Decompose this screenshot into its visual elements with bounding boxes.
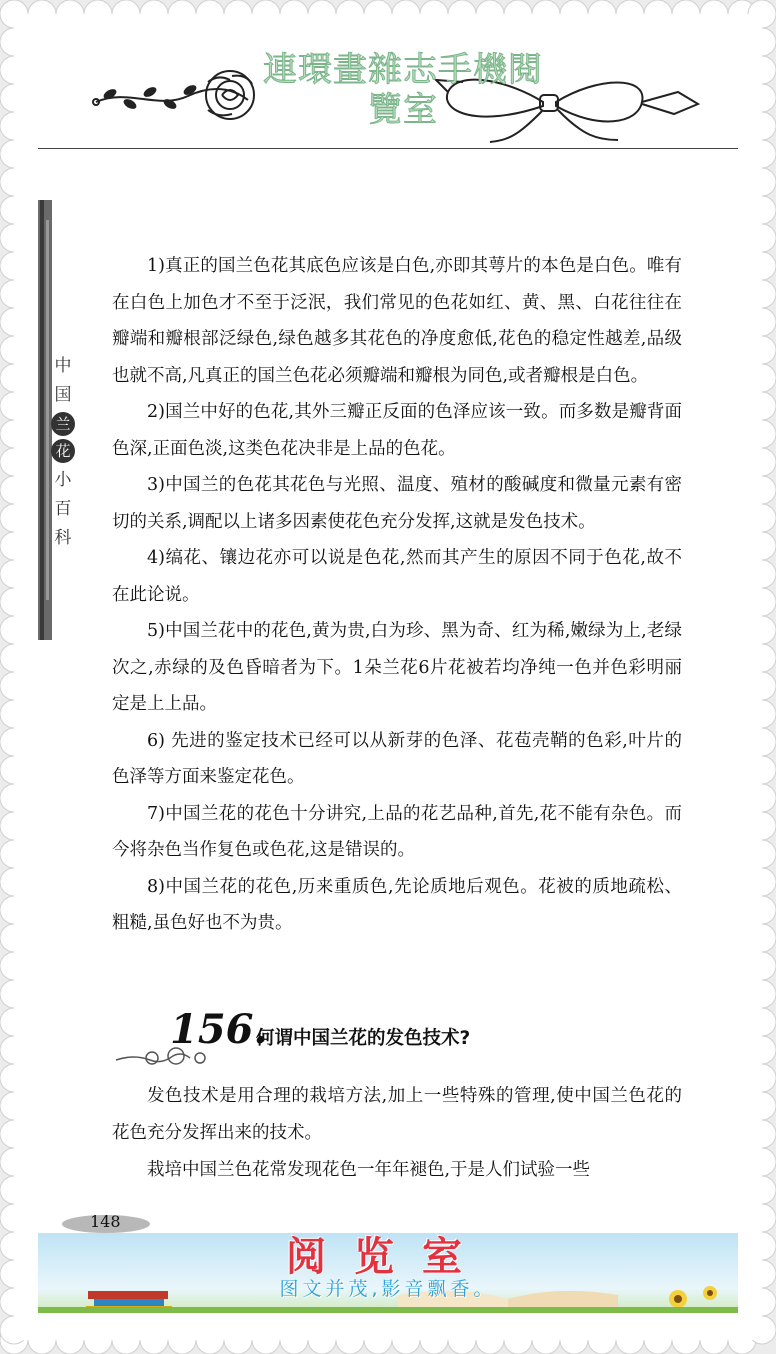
side-char: 小 xyxy=(54,470,72,490)
section-number: 156. xyxy=(170,1006,268,1053)
side-char: 中 xyxy=(54,356,72,376)
reading-room-banner xyxy=(38,1233,738,1313)
paragraph: 4)缟花、镶边花亦可以说是色花,然而其产生的原因不同于色花,故不在此论说。 xyxy=(112,548,682,605)
paragraph: 发色技术是用合理的栽培方法,加上一些特殊的管理,使中国兰色花的花色充分发挥出来的技术。 xyxy=(112,1086,682,1143)
side-char-highlight: 兰 xyxy=(51,412,75,436)
side-char: 国 xyxy=(54,385,72,405)
header-title: 連環畫雜志手機閱 覽室 xyxy=(263,50,543,130)
article-body xyxy=(112,248,682,942)
side-char: 科 xyxy=(54,528,72,548)
section-body xyxy=(112,1078,682,1189)
banner-subtitle: 图文并茂,影音飘香。 xyxy=(279,1278,497,1300)
paragraph: 2)国兰中好的色花,其外三瓣正反面的色泽应该一致。而多数是瓣背面色深,正面色淡,这类色花决非是上品的色花。 xyxy=(112,402,682,459)
header-divider xyxy=(38,148,738,149)
section-title: 何谓中国兰花的发色技术? xyxy=(256,1028,471,1049)
page-number: 148 xyxy=(90,1212,121,1231)
banner-title: 阅览室 xyxy=(286,1234,490,1280)
magazine-header xyxy=(38,40,738,150)
paragraph: 栽培中国兰色花常发现花色一年年褪色,于是人们试验一些 xyxy=(147,1160,591,1180)
side-char: 百 xyxy=(54,499,72,519)
paragraph: 1)真正的国兰色花其底色应该是白色,亦即其萼片的本色是白色。唯有在白色上加色才不至于泛泯，我们常见的色花如红、黄、黑、白花往往在瓣端和瓣根部泛绿色,绿色越多其花色的净度愈低,花色的稳定性越差,品级也就不高,凡真正的国兰色花必须瓣端和瓣根为同色,或者瓣根是白色。 xyxy=(112,256,682,386)
side-category-label xyxy=(48,352,78,553)
paragraph: 7)中国兰花的花色十分讲究,上品的花艺品种,首先,花不能有杂色。而今将杂色当作复色或色花,这是错误的。 xyxy=(112,803,682,860)
section-heading xyxy=(112,1004,682,1076)
paragraph: 3)中国兰的色花其花色与光照、温度、殖材的酸碱度和微量元素有密切的关系,调配以上诸多因素使花色充分发挥,这就是发色技术。 xyxy=(112,475,682,532)
paragraph: 6) 先进的鉴定技术已经可以从新芽的色泽、花苞壳鞘的色彩,叶片的色泽等方面来鉴定花色。 xyxy=(112,730,682,787)
side-char-highlight: 花 xyxy=(51,439,75,463)
paragraph: 8)中国兰花的花色,历来重质色,先论质地后观色。花被的质地疏松、粗糙,虽色好也不为贵。 xyxy=(112,876,682,933)
paragraph: 5)中国兰花中的花色,黄为贵,白为珍、黑为奇、红为稀,嫩绿为上,老绿次之,赤绿的及色昏暗者为下。1朵兰花6片花被若均净纯一色并色彩明丽定是上上品。 xyxy=(112,621,682,714)
